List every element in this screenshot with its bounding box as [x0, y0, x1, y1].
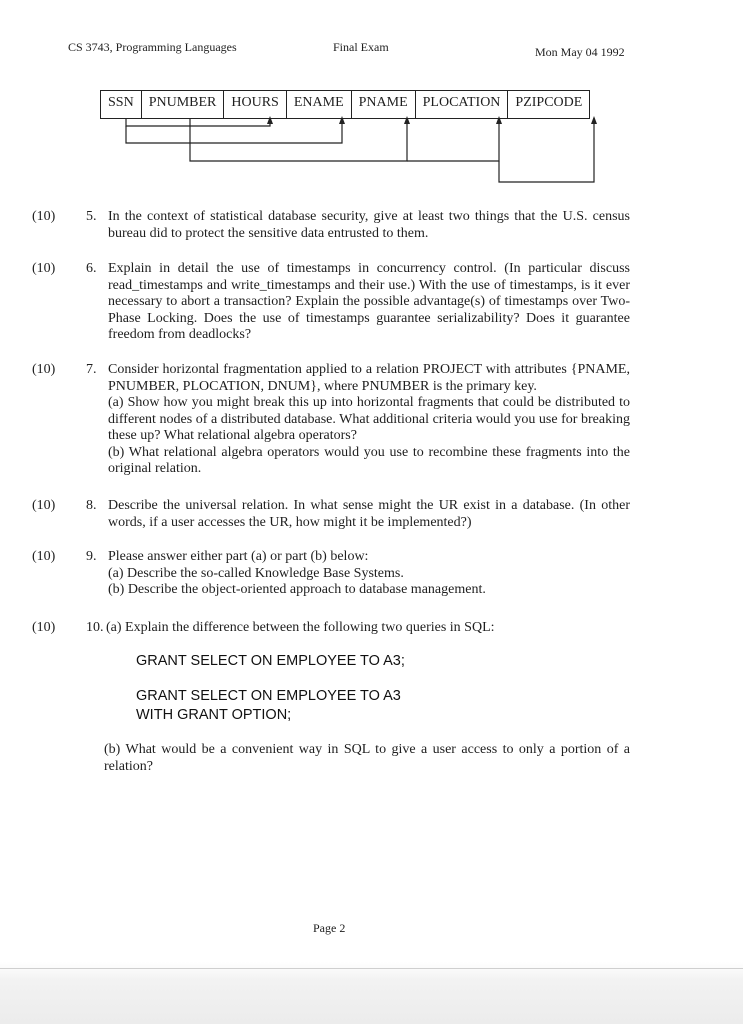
attr-ename: ENAME: [287, 91, 352, 118]
scan-edge-line: [0, 968, 743, 969]
fd-arrow-hours: [267, 116, 273, 124]
attr-hours: HOURS: [224, 91, 286, 118]
exam-date: Mon May 04 1992: [535, 45, 625, 59]
fd-arrow-pname: [404, 116, 410, 124]
fd-line-plocation: [407, 118, 499, 161]
question-paragraph: Please answer either part (a) or part (b) below:: [108, 549, 369, 564]
question-paragraph: Explain in detail the use of timestamps in concurrency control. (In particular discuss read_timestamps and write_timestamps and their use.) With the use of timestamps, is it ever necessary to abort a transaction? Explain the possible advantage(s) of timestamps over Two-Phase Locking. Does the use of timestamps guarantee serializability? Does it guarantee freedom from deadlocks?: [108, 261, 630, 342]
question-number: 9.: [86, 549, 97, 564]
attr-plocation: PLOCATION: [416, 91, 509, 118]
question-text: [108, 498, 630, 531]
attr-pname: PNAME: [352, 91, 416, 118]
attr-ssn: SSN: [101, 91, 142, 118]
question-points: (10): [32, 362, 56, 377]
question-number: 5.: [86, 209, 97, 224]
fd-arrow-plocation: [496, 116, 502, 124]
question-number: 8.: [86, 498, 97, 513]
question-8: [0, 498, 743, 534]
question-number: 10.: [86, 620, 104, 635]
page-number: Page 2: [313, 921, 346, 935]
question-part-a: (a) Describe the so-called Knowledge Base Systems.: [108, 565, 404, 581]
question-10: [0, 620, 743, 638]
question-points: (10): [32, 549, 56, 564]
question-number: 7.: [86, 362, 97, 377]
question-part-b: (b) What relational algebra operators would you use to recombine these fragments into the original relation.: [108, 444, 630, 476]
sql-query-1: GRANT SELECT ON EMPLOYEE TO A3;: [136, 653, 405, 669]
question-10-part-b: [0, 742, 743, 778]
fd-arrow-pzipcode: [591, 116, 597, 124]
question-7: [0, 362, 743, 482]
attr-pzipcode: PZIPCODE: [515, 95, 583, 110]
question-6: [0, 261, 743, 347]
question-text: [106, 620, 628, 637]
question-text: [108, 261, 630, 344]
exam-title: Final Exam: [333, 40, 389, 54]
sql-query-2-line-1: GRANT SELECT ON EMPLOYEE TO A3: [136, 688, 401, 704]
functional-dependency-diagram: [0, 0, 743, 200]
question-9: [0, 549, 743, 603]
scan-edge-shadow: [0, 962, 743, 1024]
question-points: (10): [32, 498, 56, 513]
question-paragraph: In the context of statistical database security, give at least two things that the U.S. census bureau did to protect the sensitive data entrusted to them.: [108, 209, 630, 241]
fd-line-pzipcode: [499, 118, 594, 182]
question-5: [0, 209, 743, 245]
fd-line-hours: [126, 118, 270, 126]
question-text: [108, 209, 630, 242]
question-text: [108, 362, 630, 478]
fd-arrow-ename: [339, 116, 345, 124]
question-points: (10): [32, 209, 56, 224]
sql-query-2-line-2: WITH GRANT OPTION;: [136, 707, 292, 723]
fd-line-ename: [126, 118, 342, 143]
fd-line-pname: [190, 118, 407, 161]
attr-pnumber: PNUMBER: [142, 91, 225, 118]
course-name: CS 3743, Programming Languages: [68, 40, 237, 54]
question-text: (b) What would be a convenient way in SQL to give a user access to only a portion of a relation?: [104, 742, 630, 774]
question-paragraph: Consider horizontal fragmentation applied to a relation PROJECT with attributes {PNAME, PNUMBER, PLOCATION, DNUM}, where PNUMBER is the primary key.: [108, 362, 630, 394]
question-part-a: (a) Show how you might break this up into horizontal fragments that could be distributed to different nodes of a distributed database. What additional criteria would you use for breaking these up? What relational algebra operators?: [108, 395, 630, 443]
question-number: 6.: [86, 261, 97, 276]
question-points: (10): [32, 620, 56, 635]
question-paragraph: Describe the universal relation. In what sense might the UR exist in a database. (In other words, if a user accesses the UR, how might it be implemented?): [108, 498, 630, 530]
question-text: [108, 549, 630, 599]
question-part-b: (b) Describe the object-oriented approach to database management.: [108, 582, 486, 597]
question-points: (10): [32, 261, 56, 276]
question-paragraph: (a) Explain the difference between the following two queries in SQL:: [106, 620, 495, 635]
